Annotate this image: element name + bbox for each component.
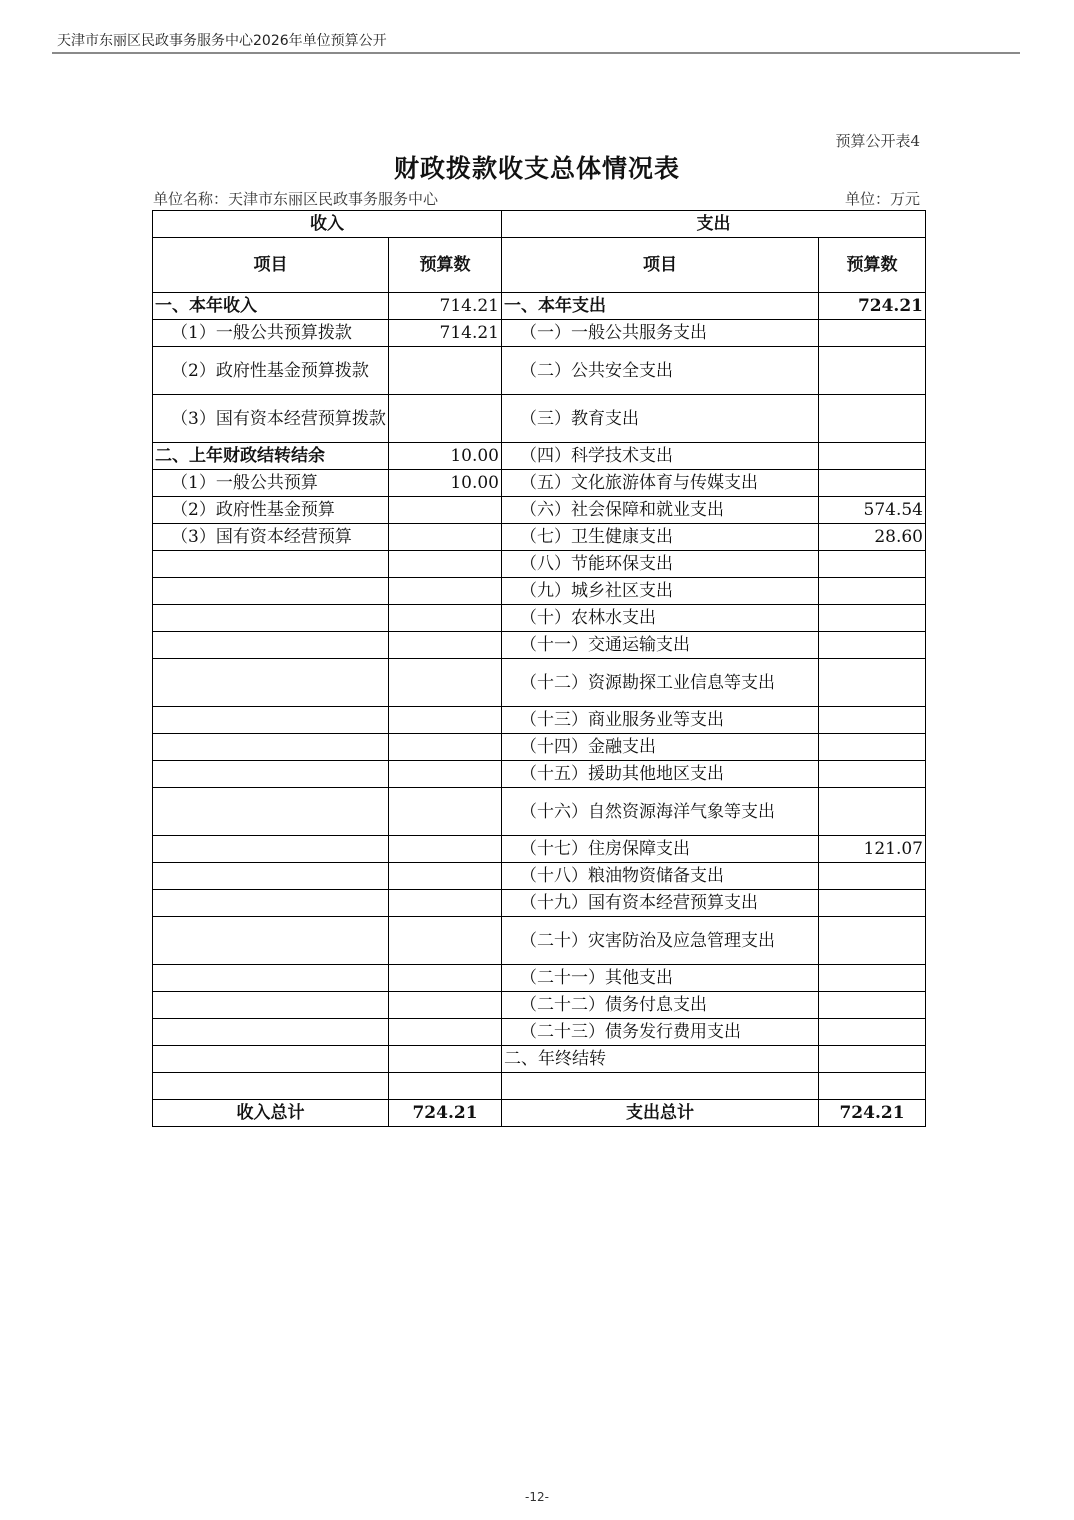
income-item-cell [153,788,389,836]
income-amount-cell [389,632,502,659]
expense-amount-cell: 121.07 [819,836,926,863]
income-header: 收入 [153,211,502,238]
expense-amount-cell: 574.54 [819,497,926,524]
income-amount-cell [389,1073,502,1100]
expense-amount-cell [819,761,926,788]
totals-row [153,1100,926,1127]
table-body [153,293,926,1100]
income-item-cell: （2）政府性基金预算 [153,497,389,524]
income-item-cell [153,551,389,578]
expense-item-cell: （二十一）其他支出 [502,965,819,992]
expense-item-cell: （九）城乡社区支出 [502,578,819,605]
income-item-cell [153,761,389,788]
table-row [153,788,926,836]
table-row [153,992,926,1019]
expense-amount-cell: 28.60 [819,524,926,551]
expense-item-cell: （十六）自然资源海洋气象等支出 [502,788,819,836]
expense-total-amount: 724.21 [819,1100,926,1127]
expense-item-cell: （十八）粮油物资储备支出 [502,863,819,890]
expense-item-cell: （十二）资源勘探工业信息等支出 [502,659,819,707]
income-amount-cell [389,551,502,578]
income-amount-cell [389,788,502,836]
income-item-cell [153,1019,389,1046]
expense-item-cell: （七）卫生健康支出 [502,524,819,551]
income-amount-cell [389,347,502,395]
expense-amount-cell [819,578,926,605]
income-total-amount: 724.21 [389,1100,502,1127]
expense-item-cell: 一、本年支出 [502,293,819,320]
income-amount-cell [389,761,502,788]
income-amount-cell: 714.21 [389,320,502,347]
income-amount-cell [389,497,502,524]
income-amount-cell [389,1046,502,1073]
expense-item-cell: （十三）商业服务业等支出 [502,707,819,734]
expense-item-cell: 二、年终结转 [502,1046,819,1073]
expense-amount-cell [819,917,926,965]
expense-amount-cell: 724.21 [819,293,926,320]
page-title: 财政拨款收支总体情况表 [393,154,680,183]
expense-amount-cell [819,965,926,992]
income-total-label: 收入总计 [153,1100,389,1127]
expense-amount-cell [819,320,926,347]
table-row [153,578,926,605]
income-amount-cell: 10.00 [389,443,502,470]
income-amount-cell [389,965,502,992]
table-row [153,293,926,320]
expense-item-cell: （二十三）债务发行费用支出 [502,1019,819,1046]
table-number: 预算公开表4 [835,132,920,150]
expense-amount-cell [819,707,926,734]
expense-item-cell: （十）农林水支出 [502,605,819,632]
income-amount-cell: 714.21 [389,293,502,320]
expense-item-cell: （十九）国有资本经营预算支出 [502,890,819,917]
income-amount-cell [389,395,502,443]
income-amount-cell [389,605,502,632]
expense-amount-cell [819,734,926,761]
expense-amount-cell [819,632,926,659]
income-amount-cell [389,917,502,965]
expense-amount-cell [819,1073,926,1100]
income-item-cell [153,578,389,605]
expense-item-cell: （五）文化旅游体育与传媒支出 [502,470,819,497]
income-amount-cell [389,707,502,734]
table-row [153,659,926,707]
page-number: -12- [525,1490,549,1504]
table-row [153,1073,926,1100]
expense-amount-cell [819,605,926,632]
expense-item-cell: （二十二）债务付息支出 [502,992,819,1019]
income-amount-cell [389,890,502,917]
income-item-cell: 一、本年收入 [153,293,389,320]
currency-unit: 单位：万元 [844,190,920,208]
expense-amount-cell [819,395,926,443]
expense-item-cell: （三）教育支出 [502,395,819,443]
income-item-cell [153,1073,389,1100]
income-amount-cell [389,524,502,551]
income-item-cell [153,890,389,917]
income-item-cell [153,734,389,761]
expense-amount-cell [819,347,926,395]
expense-item-cell: （二）公共安全支出 [502,347,819,395]
income-amount-cell [389,1019,502,1046]
expense-amount-cell [819,788,926,836]
budget-table [152,210,926,1127]
income-item-cell: 二、上年财政结转结余 [153,443,389,470]
table-row [153,1019,926,1046]
table-row [153,1046,926,1073]
table-row [153,707,926,734]
table-row [153,443,926,470]
expense-amount-cell [819,863,926,890]
expense-item-cell: （二十）灾害防治及应急管理支出 [502,917,819,965]
expense-amount-cell [819,443,926,470]
expense-item-cell: （八）节能环保支出 [502,551,819,578]
table-row [153,965,926,992]
expense-item-cell [502,1073,819,1100]
expense-amount-cell [819,992,926,1019]
expense-header: 支出 [502,211,926,238]
income-item-cell [153,1046,389,1073]
expense-amount-cell [819,1046,926,1073]
expense-total-label: 支出总计 [502,1100,819,1127]
income-amount-cell: 10.00 [389,470,502,497]
expense-item-cell: （一）一般公共服务支出 [502,320,819,347]
table-row [153,863,926,890]
table-row [153,320,926,347]
table-row [153,734,926,761]
running-header: 天津市东丽区民政事务服务中心2026年单位预算公开 [57,33,387,49]
table-row [153,917,926,965]
expense-item-cell: （四）科学技术支出 [502,443,819,470]
income-amount-cell [389,863,502,890]
income-amount-cell [389,578,502,605]
header-divider [52,52,1020,54]
table-row [153,497,926,524]
expense-amount-header: 预算数 [819,238,926,293]
income-item-header: 项目 [153,238,389,293]
income-item-cell [153,632,389,659]
income-item-cell [153,836,389,863]
expense-item-header: 项目 [502,238,819,293]
income-amount-header: 预算数 [389,238,502,293]
expense-item-cell: （十七）住房保障支出 [502,836,819,863]
income-item-cell: （3）国有资本经营预算 [153,524,389,551]
table-row [153,836,926,863]
income-amount-cell [389,659,502,707]
expense-amount-cell [819,890,926,917]
expense-item-cell: （六）社会保障和就业支出 [502,497,819,524]
unit-name: 单位名称：天津市东丽区民政事务服务中心 [153,190,439,208]
income-amount-cell [389,734,502,761]
income-item-cell [153,917,389,965]
table-row [153,605,926,632]
income-item-cell [153,965,389,992]
table-row [153,347,926,395]
table-row [153,632,926,659]
income-item-cell [153,659,389,707]
income-amount-cell [389,836,502,863]
income-item-cell [153,992,389,1019]
table-row [153,761,926,788]
income-amount-cell [389,992,502,1019]
income-item-cell [153,707,389,734]
expense-item-cell: （十五）援助其他地区支出 [502,761,819,788]
expense-amount-cell [819,470,926,497]
expense-amount-cell [819,551,926,578]
income-item-cell [153,863,389,890]
income-item-cell: （1）一般公共预算拨款 [153,320,389,347]
income-item-cell: （1）一般公共预算 [153,470,389,497]
table-row [153,395,926,443]
table-row [153,470,926,497]
table-row [153,890,926,917]
income-item-cell: （2）政府性基金预算拨款 [153,347,389,395]
expense-item-cell: （十四）金融支出 [502,734,819,761]
expense-amount-cell [819,659,926,707]
expense-item-cell: （十一）交通运输支出 [502,632,819,659]
income-item-cell [153,605,389,632]
table-row [153,551,926,578]
income-item-cell: （3）国有资本经营预算拨款 [153,395,389,443]
expense-amount-cell [819,1019,926,1046]
table-row [153,524,926,551]
